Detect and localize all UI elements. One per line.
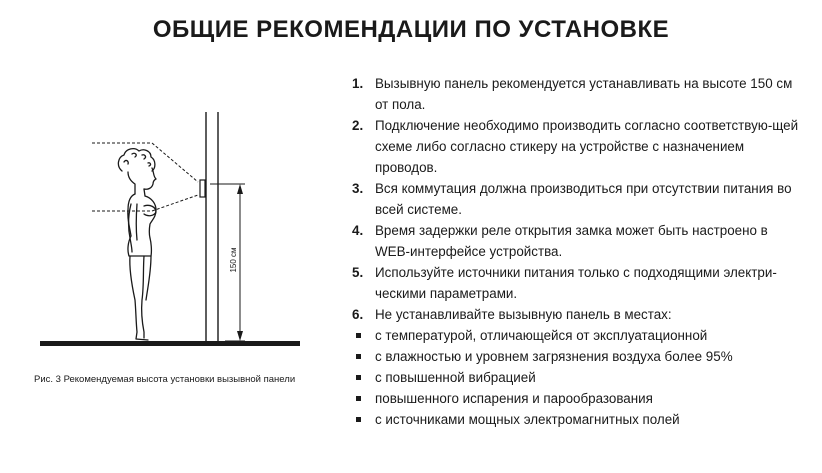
recommendations-list [352,73,802,430]
place-item [352,409,802,430]
place-item [352,367,802,388]
height-label: 150 см [229,247,238,273]
recommendation-item [352,73,802,115]
recommendation-number: 6. [352,307,364,322]
place-item [352,346,802,367]
sight-line-bottom-diagonal [152,195,198,211]
floor-line [40,341,300,346]
dimension-arrow-top [237,184,243,194]
installation-height-figure [40,110,320,355]
bullet-icon [354,388,375,409]
recommendation-item [352,178,802,220]
bullet-icon [354,367,375,388]
place-item [352,388,802,409]
place-item [352,325,802,346]
recommendation-item [352,115,802,178]
places-container [352,325,802,430]
place-text: с источниками мощных электромагнитных полей [375,412,680,427]
person-figure [118,149,156,340]
recommendation-text: Вызывную панель рекомендуется устанавливать на высоте 150 см от пола. [375,76,793,112]
dimension-arrow-bottom [237,331,243,341]
bullet-icon [354,346,375,367]
recommendation-number: 3. [352,181,364,196]
figure-caption: Рис. 3 Рекомендуемая высота установки вызывной панели [34,374,296,385]
bullet-icon [354,409,375,430]
installation-illustration [40,110,320,355]
place-text: с температурой, отличающейся от эксплуатационной [375,328,708,343]
sight-line-top-diagonal [152,143,198,182]
recommendation-number: 2. [352,118,364,133]
recommendation-text: Вся коммутация должна производиться при отсутствии питания во всей системе. [375,181,792,217]
recommendation-text: Используйте источники питания только с подходящими электри-ческими параметрами. [375,265,777,301]
recommendation-text: Не устанавливайте вызывную панель в местах: [375,307,672,322]
call-panel-icon [200,180,205,197]
recommendation-number: 4. [352,223,364,238]
bullet-icon [354,325,375,346]
place-text: с влажностью и уровнем загрязнения воздуха более 95% [375,349,733,364]
recommendation-text: Время задержки реле открытия замка может быть настроено в WEB-интерфейсе устройства. [375,223,768,259]
page-title: ОБЩИЕ РЕКОМЕНДАЦИИ ПО УСТАНОВКЕ [152,16,670,43]
place-text: с повышенной вибрацией [375,370,536,385]
recommendation-number: 5. [352,265,364,280]
recommendation-item [352,220,802,262]
places-list [352,325,802,430]
place-text: повышенного испарения и парообразования [375,391,653,406]
recommendation-item [352,304,802,325]
recommendation-number: 1. [352,76,364,91]
recommendation-text: Подключение необходимо производить согласно соответствую-щей схеме либо согласно стикеру на устройстве с назначением проводов. [375,118,799,175]
recommendation-item [352,262,802,304]
